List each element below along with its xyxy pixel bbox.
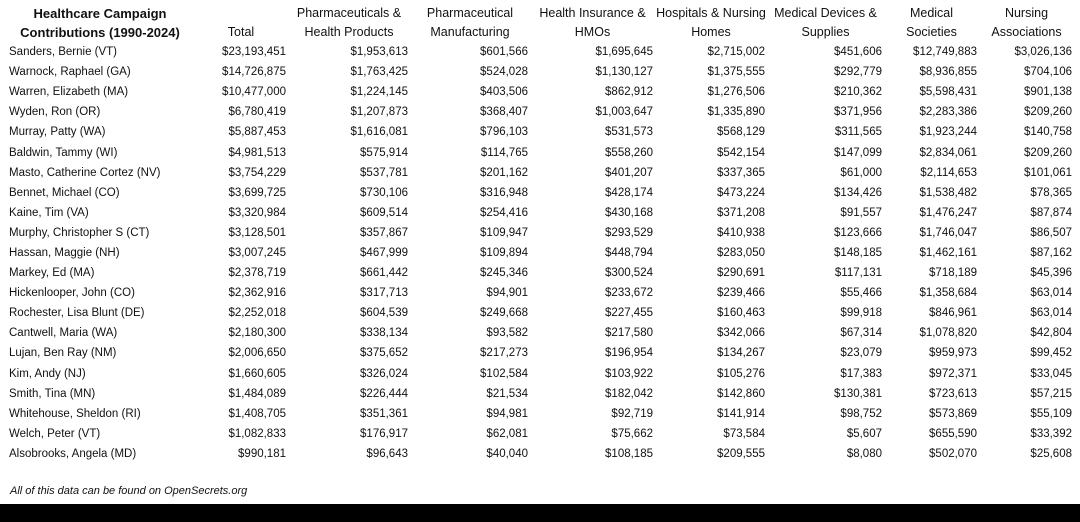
contribution-value: $430,168 <box>605 206 653 219</box>
senator-name: Masto, Catherine Cortez (NV) <box>9 166 161 179</box>
contribution-value: $2,283,386 <box>919 106 977 119</box>
table-row <box>6 364 1074 384</box>
contribution-value: $1,923,244 <box>919 126 977 139</box>
column-header: Pharmaceutical Manufacturing <box>426 6 514 39</box>
contribution-value: $2,378,719 <box>228 267 286 280</box>
table-row <box>6 142 1074 162</box>
contribution-value: $730,106 <box>360 186 408 199</box>
contribution-value: $796,103 <box>480 126 528 139</box>
senator-name: Smith, Tina (MN) <box>9 387 96 400</box>
contribution-value: $661,442 <box>360 267 408 280</box>
contribution-value: $1,358,684 <box>919 287 977 300</box>
header-row <box>6 4 1074 42</box>
contribution-value: $63,014 <box>1030 287 1072 300</box>
contribution-value: $283,050 <box>717 246 765 259</box>
column-header: Total <box>227 25 255 39</box>
contribution-value: $103,922 <box>605 367 653 380</box>
contribution-value: $371,956 <box>834 106 882 119</box>
contribution-value: $1,484,089 <box>228 387 286 400</box>
contribution-value: $1,746,047 <box>919 226 977 239</box>
contribution-value: $300,524 <box>605 267 653 280</box>
table-row <box>6 42 1074 62</box>
contributions-table <box>6 4 1074 464</box>
senator-name: Bennet, Michael (CO) <box>9 186 120 199</box>
table-row <box>6 62 1074 82</box>
contribution-value: $101,061 <box>1024 166 1072 179</box>
contribution-value: $3,026,136 <box>1014 46 1072 59</box>
contribution-value: $12,749,883 <box>913 46 977 59</box>
contribution-value: $3,007,245 <box>228 246 286 259</box>
contribution-value: $959,973 <box>929 347 977 360</box>
contribution-value: $1,462,161 <box>919 246 977 259</box>
column-header: Pharmaceuticals & Health Products <box>296 6 402 39</box>
contribution-value: $45,396 <box>1030 267 1072 280</box>
contribution-value: $141,914 <box>717 407 765 420</box>
senator-name: Hassan, Maggie (NH) <box>9 246 120 259</box>
contribution-value: $1,695,645 <box>595 46 653 59</box>
contribution-value: $227,455 <box>605 307 653 320</box>
table-row <box>6 102 1074 122</box>
contribution-value: $2,180,300 <box>228 327 286 340</box>
contribution-value: $531,573 <box>605 126 653 139</box>
contribution-value: $201,162 <box>480 166 528 179</box>
senator-name: Cantwell, Maria (WA) <box>9 327 118 340</box>
contribution-value: $451,606 <box>834 46 882 59</box>
contribution-value: $93,582 <box>486 327 528 340</box>
senator-name: Murphy, Christopher S (CT) <box>9 226 150 239</box>
contribution-value: $102,584 <box>480 367 528 380</box>
contribution-value: $8,080 <box>846 447 882 460</box>
contribution-value: $723,613 <box>929 387 977 400</box>
contribution-value: $25,608 <box>1030 447 1072 460</box>
contribution-value: $410,938 <box>717 226 765 239</box>
table-row <box>6 424 1074 444</box>
contribution-value: $6,780,419 <box>228 106 286 119</box>
table-row <box>6 404 1074 424</box>
contribution-value: $130,381 <box>834 387 882 400</box>
contribution-value: $290,691 <box>717 267 765 280</box>
contribution-value: $1,953,613 <box>350 46 408 59</box>
table-row <box>6 223 1074 243</box>
contribution-value: $718,189 <box>929 267 977 280</box>
table-title: Healthcare Campaign Contributions (1990-2024) <box>20 6 180 40</box>
contribution-value: $371,208 <box>717 206 765 219</box>
contribution-value: $10,477,000 <box>222 86 286 99</box>
contribution-value: $245,346 <box>480 267 528 280</box>
contribution-value: $210,362 <box>834 86 882 99</box>
contribution-value: $2,114,653 <box>920 166 977 179</box>
contribution-value: $568,129 <box>717 126 765 139</box>
senator-name: Hickenlooper, John (CO) <box>9 287 135 300</box>
contribution-value: $94,901 <box>486 287 528 300</box>
contribution-value: $63,014 <box>1030 307 1072 320</box>
contribution-value: $403,506 <box>480 86 528 99</box>
contribution-value: $558,260 <box>605 146 653 159</box>
contribution-value: $209,260 <box>1024 106 1072 119</box>
contribution-value: $428,174 <box>605 186 653 199</box>
contribution-value: $160,463 <box>717 307 765 320</box>
contribution-value: $1,375,555 <box>707 66 765 79</box>
contribution-value: $23,079 <box>840 347 882 360</box>
contribution-value: $351,361 <box>360 407 408 420</box>
contribution-value: $217,580 <box>605 327 653 340</box>
senator-name: Alsobrooks, Angela (MD) <box>9 447 137 460</box>
senator-name: Sanders, Bernie (VT) <box>9 46 118 59</box>
contribution-value: $147,099 <box>834 146 882 159</box>
contribution-value: $21,534 <box>486 387 528 400</box>
contribution-value: $3,699,725 <box>228 186 286 199</box>
contribution-value: $502,070 <box>929 447 977 460</box>
contribution-value: $109,894 <box>480 246 528 259</box>
contribution-value: $78,365 <box>1030 186 1072 199</box>
contribution-value: $2,834,061 <box>919 146 977 159</box>
contribution-value: $375,652 <box>360 347 408 360</box>
contribution-value: $573,869 <box>929 407 977 420</box>
contribution-value: $1,276,506 <box>707 86 765 99</box>
contribution-value: $123,666 <box>834 226 882 239</box>
contribution-value: $134,426 <box>834 186 882 199</box>
contribution-value: $5,607 <box>846 427 882 440</box>
contribution-value: $75,662 <box>611 427 653 440</box>
contribution-value: $2,362,916 <box>228 287 286 300</box>
contribution-value: $42,804 <box>1030 327 1072 340</box>
contribution-value: $5,598,431 <box>919 86 977 99</box>
contribution-value: $62,081 <box>486 427 528 440</box>
table-row <box>6 384 1074 404</box>
senator-name: Murray, Patty (WA) <box>9 126 106 139</box>
contribution-value: $3,320,984 <box>228 206 286 219</box>
senator-name: Rochester, Lisa Blunt (DE) <box>9 307 145 320</box>
contribution-value: $542,154 <box>717 146 765 159</box>
senator-name: Whitehouse, Sheldon (RI) <box>9 407 141 420</box>
contribution-value: $249,668 <box>480 307 528 320</box>
contribution-value: $337,365 <box>717 166 765 179</box>
contribution-value: $1,335,890 <box>707 106 765 119</box>
contribution-value: $134,267 <box>717 347 765 360</box>
contribution-value: $140,758 <box>1024 126 1072 139</box>
contribution-value: $5,887,453 <box>228 126 286 139</box>
contribution-value: $176,917 <box>360 427 408 440</box>
contribution-value: $1,207,873 <box>350 106 408 119</box>
contribution-value: $1,078,820 <box>919 327 977 340</box>
contribution-value: $575,914 <box>360 146 408 159</box>
contribution-value: $4,981,513 <box>228 146 286 159</box>
contribution-value: $292,779 <box>834 66 882 79</box>
contribution-value: $67,314 <box>840 327 882 340</box>
contribution-value: $196,954 <box>605 347 653 360</box>
contribution-value: $537,781 <box>360 166 408 179</box>
contribution-value: $17,383 <box>840 367 882 380</box>
table-row <box>6 243 1074 263</box>
column-header: Medical Devices & Supplies <box>774 6 877 39</box>
contribution-value: $98,752 <box>840 407 882 420</box>
contribution-value: $148,185 <box>834 246 882 259</box>
contribution-value: $1,082,833 <box>228 427 286 440</box>
table-body <box>6 42 1074 464</box>
contribution-value: $254,416 <box>480 206 528 219</box>
table-row <box>6 163 1074 183</box>
contribution-value: $2,006,650 <box>228 347 286 360</box>
contribution-value: $1,660,605 <box>228 367 286 380</box>
table-row <box>6 323 1074 343</box>
column-header: Hospitals & Nursing Homes <box>656 6 766 39</box>
contribution-value: $473,224 <box>717 186 765 199</box>
contribution-value: $524,028 <box>480 66 528 79</box>
column-header: Nursing Associations <box>991 6 1062 39</box>
contribution-value: $92,719 <box>611 407 653 420</box>
table-row <box>6 82 1074 102</box>
column-header: Medical Societies <box>906 6 957 39</box>
contribution-value: $338,134 <box>360 327 408 340</box>
contribution-value: $901,138 <box>1024 86 1072 99</box>
contribution-value: $990,181 <box>238 447 286 460</box>
contribution-value: $368,407 <box>480 106 528 119</box>
contribution-value: $33,045 <box>1030 367 1072 380</box>
senator-name: Warnock, Raphael (GA) <box>9 66 131 79</box>
contribution-value: $3,754,229 <box>228 166 286 179</box>
contribution-value: $316,948 <box>480 186 528 199</box>
contribution-value: $105,276 <box>717 367 765 380</box>
senator-name: Kim, Andy (NJ) <box>9 367 86 380</box>
contribution-value: $226,444 <box>360 387 408 400</box>
contribution-value: $1,538,482 <box>919 186 977 199</box>
table-row <box>6 122 1074 142</box>
contribution-value: $448,794 <box>605 246 653 259</box>
contribution-value: $704,106 <box>1024 66 1072 79</box>
contribution-value: $357,867 <box>360 226 408 239</box>
senator-name: Wyden, Ron (OR) <box>9 106 101 119</box>
contribution-value: $239,466 <box>717 287 765 300</box>
contribution-value: $96,643 <box>366 447 408 460</box>
contribution-value: $87,162 <box>1030 246 1072 259</box>
contribution-value: $467,999 <box>360 246 408 259</box>
contribution-value: $1,130,127 <box>595 66 653 79</box>
contribution-value: $604,539 <box>360 307 408 320</box>
contribution-value: $94,981 <box>486 407 528 420</box>
senator-name: Markey, Ed (MA) <box>9 267 95 280</box>
contribution-value: $86,507 <box>1030 226 1072 239</box>
contribution-value: $61,000 <box>840 166 882 179</box>
contribution-value: $317,713 <box>360 287 408 300</box>
contribution-value: $55,466 <box>840 287 882 300</box>
contribution-value: $311,565 <box>834 126 882 139</box>
contribution-value: $342,066 <box>717 327 765 340</box>
bottom-black-bar <box>0 504 1080 522</box>
table-row <box>6 303 1074 323</box>
senator-name: Kaine, Tim (VA) <box>9 206 89 219</box>
contribution-value: $209,260 <box>1024 146 1072 159</box>
contribution-value: $99,452 <box>1030 347 1072 360</box>
contribution-value: $23,193,451 <box>222 46 286 59</box>
contribution-value: $326,024 <box>360 367 408 380</box>
contribution-value: $1,224,145 <box>350 86 408 99</box>
contribution-value: $655,590 <box>929 427 977 440</box>
senator-name: Warren, Elizabeth (MA) <box>9 86 129 99</box>
contribution-value: $217,273 <box>480 347 528 360</box>
senator-name: Lujan, Ben Ray (NM) <box>9 347 117 360</box>
contribution-value: $55,109 <box>1030 407 1072 420</box>
contribution-value: $108,185 <box>605 447 653 460</box>
contribution-value: $3,128,501 <box>228 226 286 239</box>
contribution-value: $972,371 <box>929 367 977 380</box>
contribution-value: $87,874 <box>1030 206 1072 219</box>
table-row <box>6 444 1074 464</box>
contribution-value: $8,936,855 <box>919 66 977 79</box>
table-row <box>6 343 1074 363</box>
table-row <box>6 263 1074 283</box>
contribution-value: $91,557 <box>840 206 882 219</box>
column-header: Health Insurance & HMOs <box>539 6 646 39</box>
contribution-value: $1,616,081 <box>350 126 408 139</box>
contribution-value: $209,555 <box>717 447 765 460</box>
table-row <box>6 203 1074 223</box>
contribution-value: $57,215 <box>1030 387 1072 400</box>
contribution-value: $1,003,647 <box>595 106 653 119</box>
contribution-value: $401,207 <box>605 166 653 179</box>
contribution-value: $114,765 <box>480 146 528 159</box>
contribution-value: $293,529 <box>605 226 653 239</box>
contribution-value: $182,042 <box>605 387 653 400</box>
senator-name: Welch, Peter (VT) <box>9 427 101 440</box>
contribution-value: $99,918 <box>840 307 882 320</box>
contribution-value: $1,408,705 <box>228 407 286 420</box>
contribution-value: $233,672 <box>605 287 653 300</box>
contribution-value: $14,726,875 <box>222 66 286 79</box>
contribution-value: $109,947 <box>480 226 528 239</box>
contribution-value: $1,476,247 <box>919 206 977 219</box>
contribution-value: $142,860 <box>717 387 765 400</box>
contribution-value: $1,763,425 <box>350 66 408 79</box>
contribution-value: $2,715,002 <box>707 46 765 59</box>
contribution-value: $117,131 <box>834 267 882 280</box>
table-row <box>6 283 1074 303</box>
contribution-value: $846,961 <box>929 307 977 320</box>
senator-name: Baldwin, Tammy (WI) <box>9 146 118 159</box>
contribution-value: $609,514 <box>360 206 408 219</box>
contribution-value: $73,584 <box>723 427 765 440</box>
contribution-value: $40,040 <box>486 447 528 460</box>
contribution-value: $862,912 <box>605 86 653 99</box>
table-row <box>6 183 1074 203</box>
contribution-value: $601,566 <box>480 46 528 59</box>
contribution-value: $2,252,018 <box>228 307 286 320</box>
source-footnote: All of this data can be found on OpenSecrets.org <box>10 485 248 497</box>
contribution-value: $33,392 <box>1030 427 1072 440</box>
